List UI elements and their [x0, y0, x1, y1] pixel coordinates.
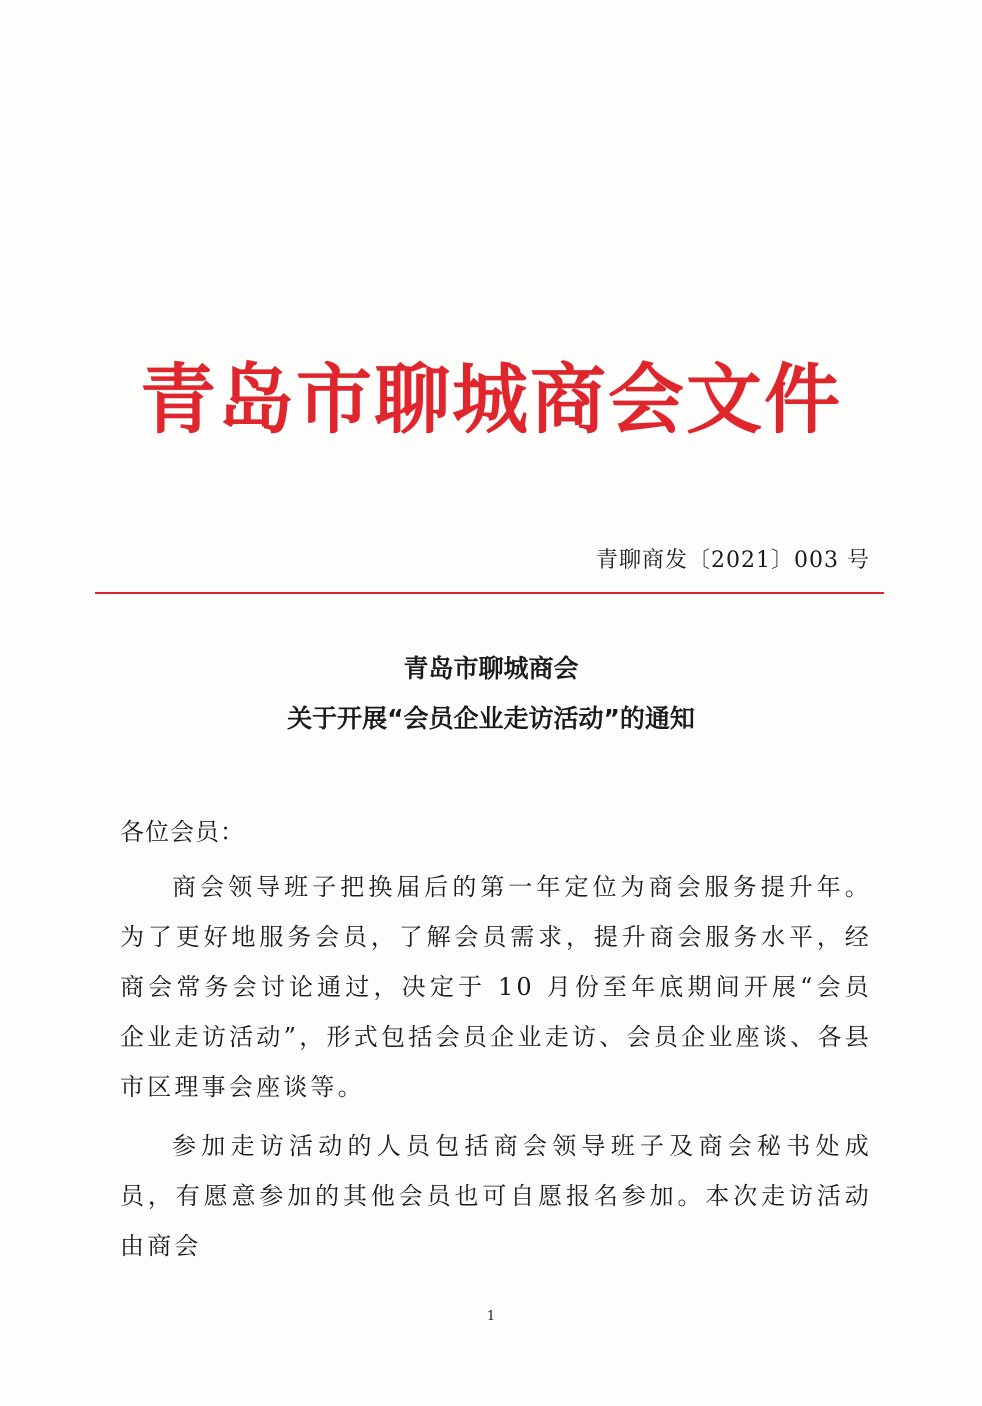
notice-title-line-2: 关于开展“会员企业走访活动”的通知 — [287, 704, 695, 733]
body-paragraph-1: 商会领导班子把换届后的第一年定位为商会服务提升年。为了更好地服务会员，了解会员需求，提升商会服务水平，经商会常务会讨论通过，决定于 10 月份至年底期间开展“会员企业走访活动”，形式包括会员企业走访、会员企业座谈、各县市区理事会座谈等。 — [120, 873, 872, 1101]
notice-title-line-1: 青岛市聊城商会 — [403, 654, 579, 683]
red-divider-line — [95, 592, 884, 594]
document-header-title: 青岛市聊城商会文件 — [140, 355, 842, 444]
notice-title — [0, 644, 982, 744]
page-number: 1 — [486, 1309, 496, 1324]
body-paragraph-2: 参加走访活动的人员包括商会领导班子及商会秘书处成员，有愿意参加的其他会员也可自愿报名参加。本次走访活动由商会 — [120, 1132, 872, 1260]
document-number: 青聊商发〔2021〕003 号 — [596, 548, 870, 573]
salutation: 各位会员： — [120, 818, 245, 846]
